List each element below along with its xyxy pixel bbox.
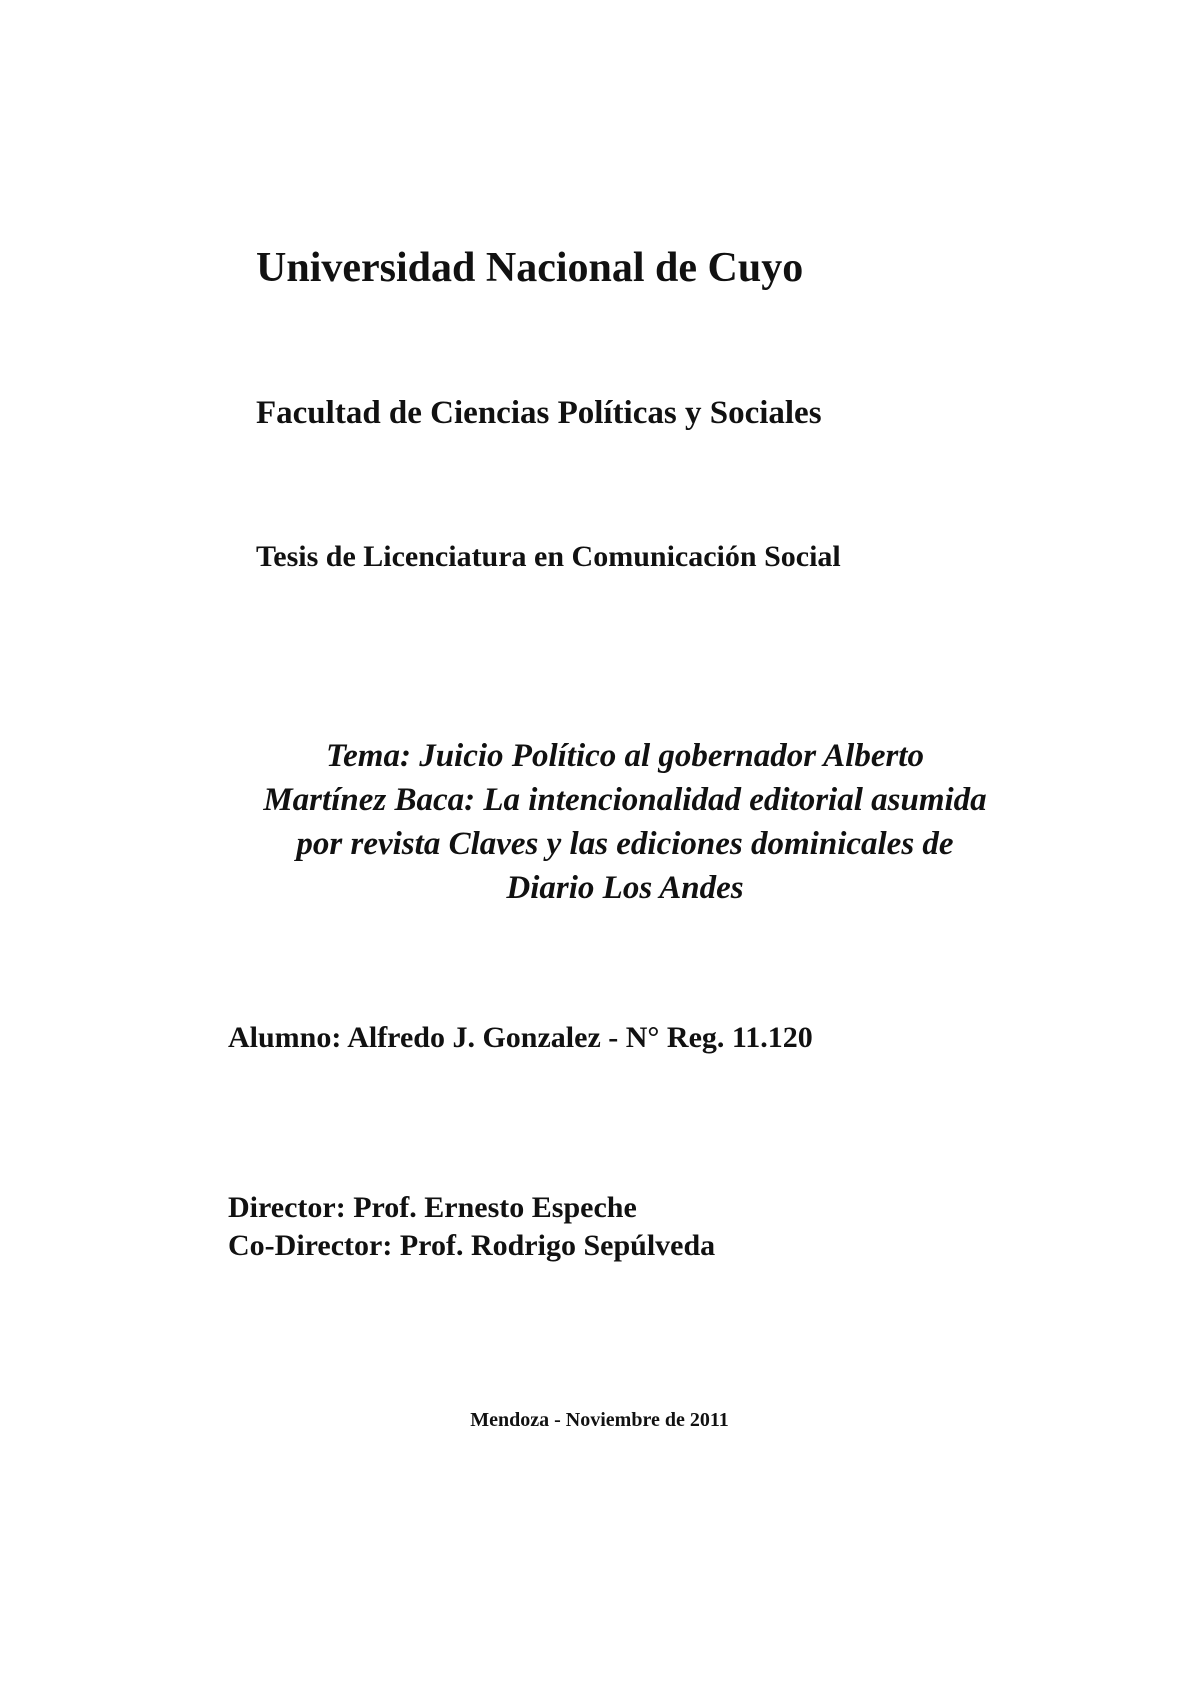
topic-line: Diario Los Andes — [506, 870, 744, 906]
topic-line: Tema: Juicio Político al gobernador Alberto — [326, 738, 924, 774]
student-info: Alumno: Alfredo J. Gonzalez - N° Reg. 11.120 — [228, 1021, 813, 1054]
topic-line: por revista Claves y las ediciones dominicales de — [296, 826, 954, 862]
faculty-name: Facultad de Ciencias Políticas y Sociales — [256, 395, 822, 431]
co-director-info: Co-Director: Prof. Rodrigo Sepúlveda — [228, 1229, 716, 1262]
place-and-date — [0, 1409, 1191, 1432]
place-and-date-text: Mendoza - Noviembre de 2011 — [470, 1409, 729, 1431]
topic-line: Martínez Baca: La intencionalidad editorial asumida — [263, 782, 987, 818]
director-info: Director: Prof. Ernesto Espeche — [228, 1191, 637, 1224]
university-name: Universidad Nacional de Cuyo — [256, 245, 804, 291]
thesis-type: Tesis de Licenciatura en Comunicación Social — [256, 540, 841, 573]
thesis-topic — [200, 734, 1050, 910]
